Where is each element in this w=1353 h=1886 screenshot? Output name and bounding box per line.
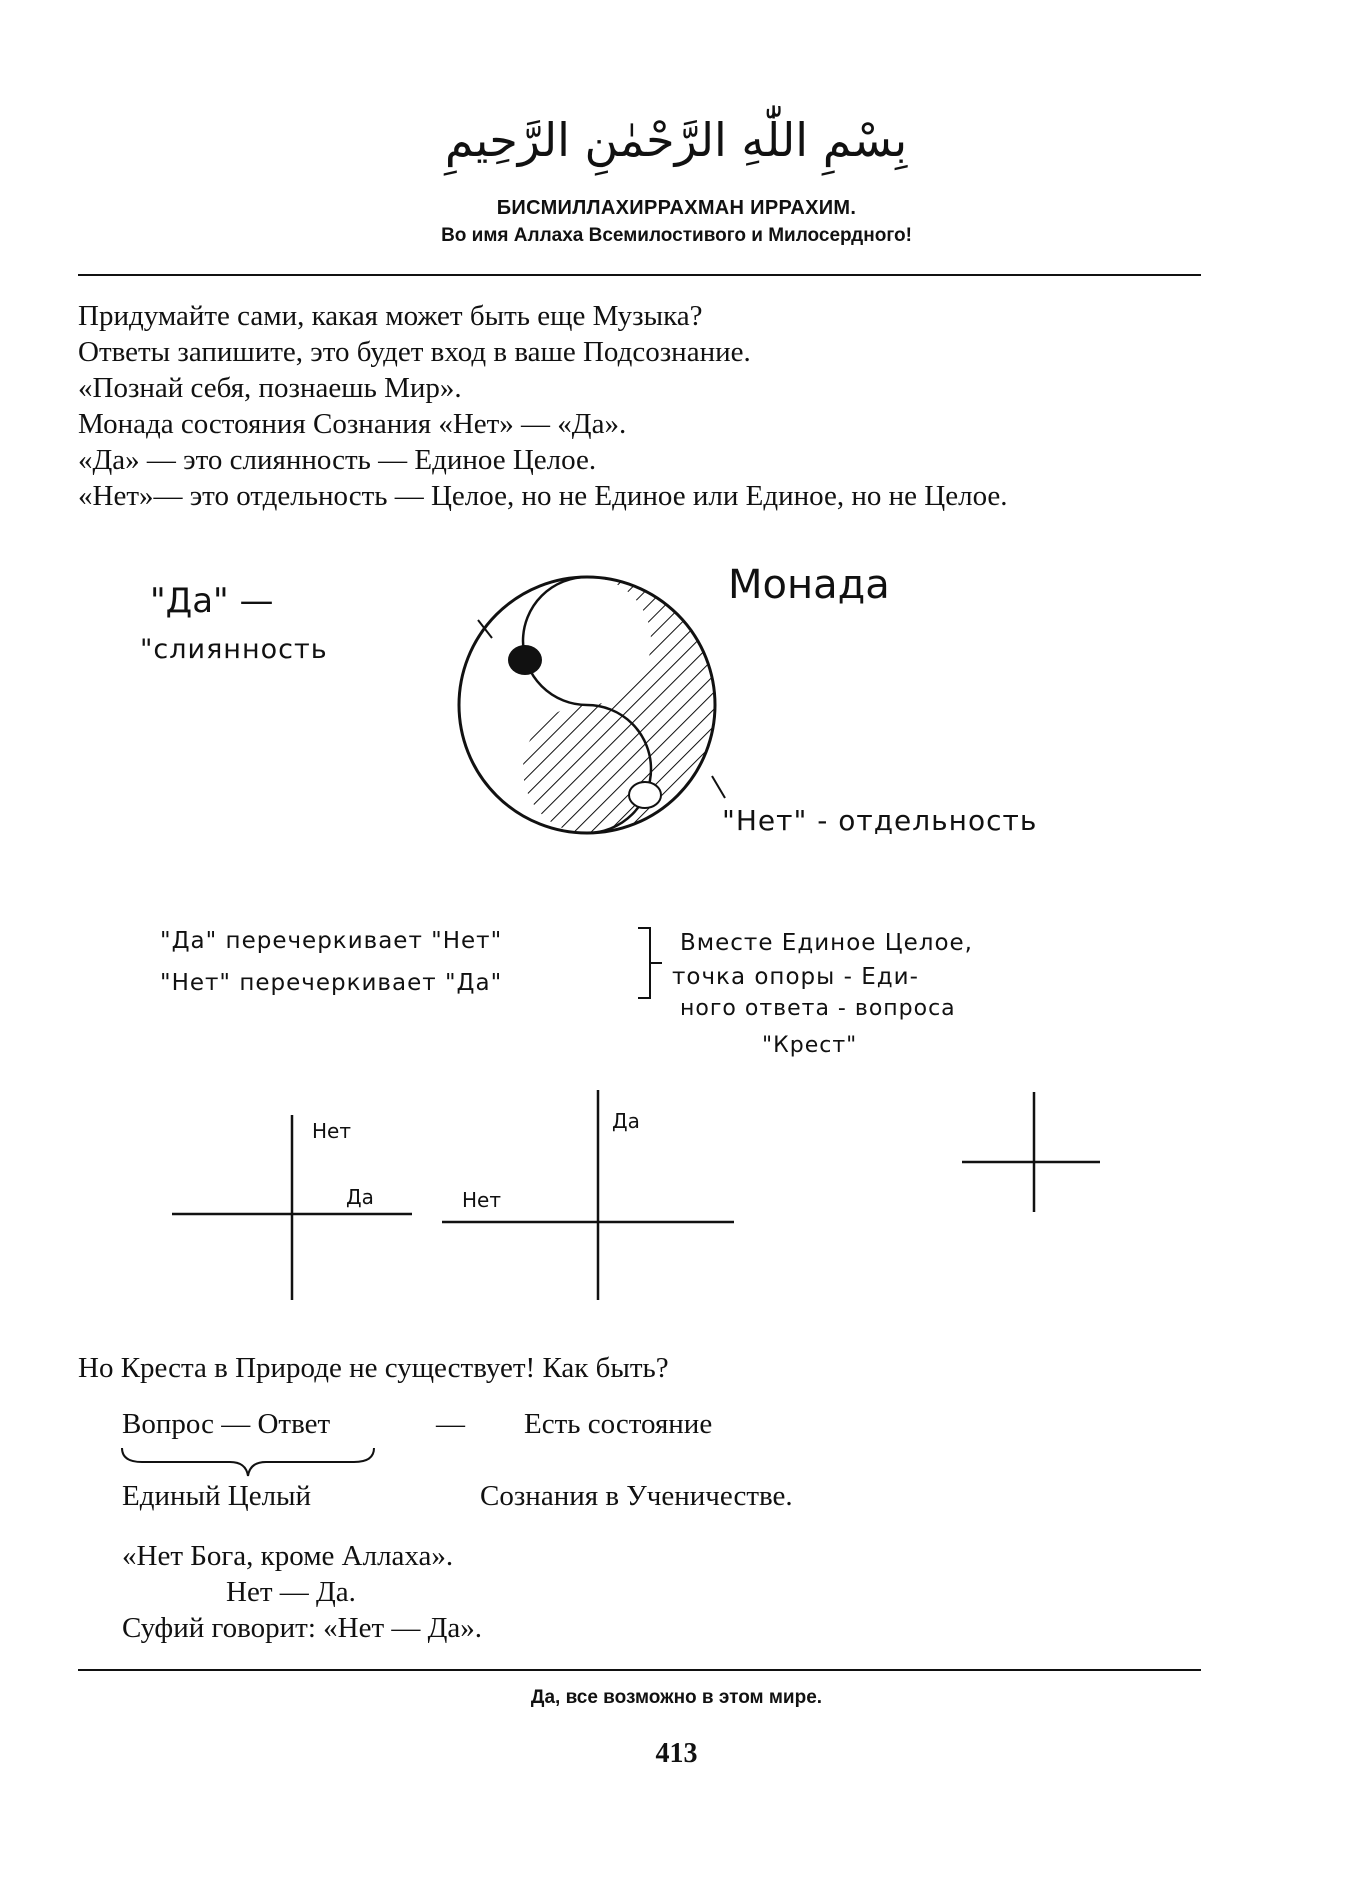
cross-statement-2: "Нет" перечеркивает "Да" [160,970,503,996]
footer-motto: Да, все возможно в этом мире. [530,1687,823,1708]
soznaniya: Сознания в Ученичестве. [480,1480,793,1512]
ediny-tsely: Единый Целый [122,1480,312,1512]
bismillah-calligraphy [0,86,1353,186]
axis-net-label: Нет [312,1119,351,1143]
axis-da-label: Да [346,1185,374,1209]
da-label: "Да" — [150,581,274,621]
page-number: 413 [655,1738,698,1769]
underbrace [118,1444,378,1480]
cross-diagram-right [962,1092,1100,1212]
cross-diagram-left [172,1115,412,1300]
quote-line-3: Суфий говорит: «Нет — Да». [122,1612,483,1644]
question-line: Но Креста в Природе не существует! Как быть? [78,1352,669,1384]
page-subtitle: Во имя Аллаха Всемилостивого и Милосердного! [441,225,912,246]
monada-label: Монада [728,562,890,608]
dark-dot [508,645,542,675]
est-sostoyanie: Есть состояние [524,1408,713,1440]
intro-line: «Нет»— это отдельность — Целое, но не Единое или Единое, но не Целое. [78,480,1008,512]
quote-line-2: Нет — Да. [226,1576,356,1608]
svg-text:بِسْمِ اللّٰهِ الرَّحْمٰنِ الر: بِسْمِ اللّٰهِ الرَّحْمٰنِ الرَّحِيمِ [444,113,908,167]
bracket [638,928,662,998]
monad-yin-yang [459,577,725,833]
sketch-area [0,540,1353,1300]
together-line-2: точка опоры - Еди- [672,964,919,990]
da-description: "слиянность [140,634,328,665]
intro-line: Монада состояния Сознания «Нет» — «Да». [78,408,627,440]
together-line-4: "Крест" [762,1033,858,1058]
together-line-3: ного ответа - вопроса [680,996,956,1021]
intro-line: Придумайте сами, какая может быть еще Музыка? [78,300,703,332]
together-line-1: Вместе Единое Целое, [680,930,973,956]
header-rule [78,274,1201,276]
intro-line: Ответы запишите, это будет вход в ваше Подсознание. [78,336,751,368]
dash: — [436,1408,465,1440]
axis-da-label-2: Да [612,1109,640,1133]
light-dot [629,782,661,808]
quote-line-1: «Нет Бога, кроме Аллаха». [122,1540,454,1572]
intro-text [78,298,1008,514]
axis-net-label-2: Нет [462,1188,501,1212]
intro-line: «Познай себя, познаешь Мир». [78,372,462,404]
intro-line: «Да» — это слиянность — Единое Целое. [78,444,597,476]
footer-rule [78,1669,1201,1671]
vopros-otvet: Вопрос — Ответ [122,1408,331,1440]
net-label: "Нет" - отдельность [722,804,1038,837]
cross-statement-1: "Да" перечеркивает "Нет" [160,928,503,954]
page-title: БИСМИЛЛАХИРРАХМАН ИРРАХИМ. [496,197,857,219]
